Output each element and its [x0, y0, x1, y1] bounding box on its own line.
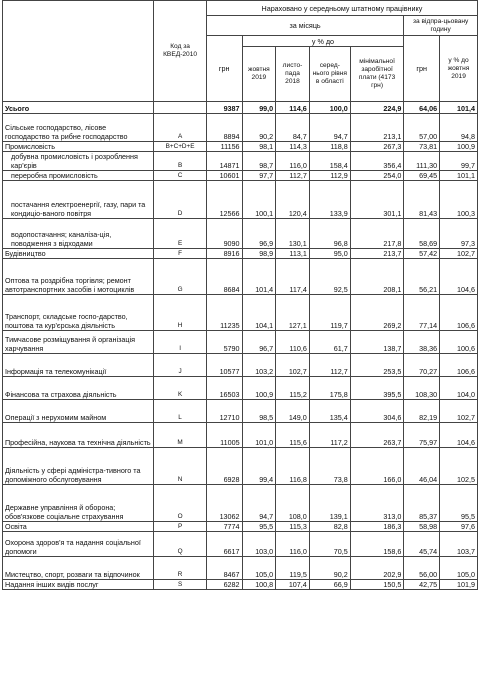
- row-value: 8894: [206, 114, 242, 142]
- table-row: [3, 152, 478, 171]
- row-value: 111,30: [404, 152, 440, 171]
- row-code: N: [154, 448, 207, 485]
- row-value: 103,7: [440, 532, 478, 557]
- row-value: 115,3: [276, 522, 310, 532]
- row-value: 104,0: [440, 377, 478, 400]
- row-value: 116,0: [276, 532, 310, 557]
- table-row: [3, 522, 478, 532]
- row-value: 13062: [206, 485, 242, 522]
- row-value: 70,27: [404, 354, 440, 377]
- row-value: 112,7: [309, 354, 350, 377]
- row-label: Діяльність у сфері адміністра-тивного та допоміжного обслуговування: [3, 448, 154, 485]
- row-value: 61,7: [309, 331, 350, 354]
- table-row: [3, 295, 478, 331]
- row-label: Державне управління й оборона; обов'язкове соціальне страхування: [3, 485, 154, 522]
- row-code: M: [154, 423, 207, 448]
- row-value: 100,0: [309, 102, 350, 114]
- row-value: 82,19: [404, 400, 440, 423]
- row-value: 96,8: [309, 219, 350, 249]
- row-value: 95,5: [440, 485, 478, 522]
- row-value: 104,6: [440, 259, 478, 295]
- header-per-hour: за відпра-цьовану годину: [404, 16, 478, 36]
- header-oct2019: жовтня 2019: [242, 47, 276, 102]
- row-value: 104,1: [242, 295, 276, 331]
- row-value: 75,97: [404, 423, 440, 448]
- row-value: 5790: [206, 331, 242, 354]
- row-label: Професійна, наукова та технічна діяльність: [3, 423, 154, 448]
- row-value: 135,4: [309, 400, 350, 423]
- header-uah-hour: грн: [404, 36, 440, 102]
- header-name-blank: [3, 1, 154, 102]
- row-value: 106,6: [440, 295, 478, 331]
- row-label: Оптова та роздрібна торгівля; ремонт автотранспортних засобів і мотоциклів: [3, 259, 154, 295]
- row-value: 94,7: [309, 114, 350, 142]
- table-row: [3, 354, 478, 377]
- row-value: 99,4: [242, 448, 276, 485]
- row-value: 102,7: [440, 400, 478, 423]
- row-value: 12566: [206, 181, 242, 219]
- row-value: 108,0: [276, 485, 310, 522]
- row-value: 395,5: [350, 377, 404, 400]
- row-code: C: [154, 171, 207, 181]
- row-value: 102,7: [276, 354, 310, 377]
- row-label: Транспорт, складське госпо-дарство, поштова та кур'єрська діяльність: [3, 295, 154, 331]
- row-value: 73,8: [309, 448, 350, 485]
- row-value: 16503: [206, 377, 242, 400]
- row-value: 127,1: [276, 295, 310, 331]
- row-label: постачання електроенергії, газу, пари та кондиціо-ваного повітря: [3, 181, 154, 219]
- row-value: 118,8: [309, 142, 350, 152]
- row-value: 115,2: [276, 377, 310, 400]
- row-value: 9387: [206, 102, 242, 114]
- table-row: [3, 448, 478, 485]
- row-value: 213,7: [350, 249, 404, 259]
- row-value: 94,7: [242, 485, 276, 522]
- table-row: [3, 219, 478, 249]
- row-value: 119,5: [276, 557, 310, 580]
- row-value: 98,5: [242, 400, 276, 423]
- row-value: 100,9: [242, 377, 276, 400]
- row-value: 253,5: [350, 354, 404, 377]
- row-value: 38,36: [404, 331, 440, 354]
- row-value: 263,7: [350, 423, 404, 448]
- row-code: [154, 102, 207, 114]
- wage-table: [2, 0, 478, 590]
- row-value: 175,8: [309, 377, 350, 400]
- table-row: [3, 377, 478, 400]
- row-value: 11156: [206, 142, 242, 152]
- row-value: 57,00: [404, 114, 440, 142]
- row-value: 8467: [206, 557, 242, 580]
- row-value: 103,2: [242, 354, 276, 377]
- row-value: 138,7: [350, 331, 404, 354]
- row-value: 99,7: [440, 152, 478, 171]
- row-value: 45,74: [404, 532, 440, 557]
- row-code: R: [154, 557, 207, 580]
- row-value: 116,0: [276, 152, 310, 171]
- row-value: 100,6: [440, 331, 478, 354]
- row-value: 149,0: [276, 400, 310, 423]
- row-value: 267,3: [350, 142, 404, 152]
- row-value: 105,0: [440, 557, 478, 580]
- row-value: 166,0: [350, 448, 404, 485]
- row-value: 158,4: [309, 152, 350, 171]
- row-value: 114,3: [276, 142, 310, 152]
- row-value: 64,06: [404, 102, 440, 114]
- table-row: [3, 423, 478, 448]
- row-code: Q: [154, 532, 207, 557]
- header-pct-oct2019: у % до жовтня 2019: [440, 36, 478, 102]
- row-label: Сільське господарство, лісове господарство та рибне господарство: [3, 114, 154, 142]
- row-value: 115,6: [276, 423, 310, 448]
- row-value: 254,0: [350, 171, 404, 181]
- table-row: [3, 114, 478, 142]
- row-value: 98,7: [242, 152, 276, 171]
- row-value: 98,9: [242, 249, 276, 259]
- row-value: 139,1: [309, 485, 350, 522]
- row-value: 90,2: [309, 557, 350, 580]
- row-value: 304,6: [350, 400, 404, 423]
- row-value: 9090: [206, 219, 242, 249]
- row-code: K: [154, 377, 207, 400]
- row-label: Охорона здоров'я та надання соціальної допомоги: [3, 532, 154, 557]
- row-value: 101,1: [440, 171, 478, 181]
- row-value: 117,4: [276, 259, 310, 295]
- row-label: Мистецтво, спорт, розваги та відпочинок: [3, 557, 154, 580]
- row-label: Освіта: [3, 522, 154, 532]
- row-code: G: [154, 259, 207, 295]
- row-value: 14871: [206, 152, 242, 171]
- row-value: 84,7: [276, 114, 310, 142]
- row-code: P: [154, 522, 207, 532]
- header-accrued: Нараховано у середньому штатному працівнику: [206, 1, 477, 16]
- row-value: 85,37: [404, 485, 440, 522]
- row-label: Фінансова та страхова діяльність: [3, 377, 154, 400]
- table-row: [3, 580, 478, 590]
- row-value: 11005: [206, 423, 242, 448]
- table-row: [3, 102, 478, 114]
- row-value: 102,5: [440, 448, 478, 485]
- row-value: 12710: [206, 400, 242, 423]
- row-code: I: [154, 331, 207, 354]
- row-value: 107,4: [276, 580, 310, 590]
- row-value: 97,7: [242, 171, 276, 181]
- row-code: L: [154, 400, 207, 423]
- row-value: 100,3: [440, 181, 478, 219]
- row-value: 94,8: [440, 114, 478, 142]
- table-row: [3, 171, 478, 181]
- row-value: 10601: [206, 171, 242, 181]
- row-value: 69,45: [404, 171, 440, 181]
- table-row: [3, 485, 478, 522]
- row-value: 66,9: [309, 580, 350, 590]
- header-avg-region: серед-нього рівня в області: [309, 47, 350, 102]
- row-value: 6282: [206, 580, 242, 590]
- row-value: 100,1: [242, 181, 276, 219]
- row-value: 96,9: [242, 219, 276, 249]
- row-value: 46,04: [404, 448, 440, 485]
- row-value: 101,0: [242, 423, 276, 448]
- header-min-wage: мінімальної заробітної плати (4173 грн): [350, 47, 404, 102]
- row-value: 58,98: [404, 522, 440, 532]
- row-value: 150,5: [350, 580, 404, 590]
- row-value: 95,5: [242, 522, 276, 532]
- table-row: [3, 557, 478, 580]
- row-value: 100,9: [440, 142, 478, 152]
- row-code: S: [154, 580, 207, 590]
- row-value: 97,3: [440, 219, 478, 249]
- row-value: 92,5: [309, 259, 350, 295]
- header-code: Код за КВЕД-2010: [154, 1, 207, 102]
- row-value: 99,0: [242, 102, 276, 114]
- row-value: 112,7: [276, 171, 310, 181]
- row-value: 95,0: [309, 249, 350, 259]
- row-label: Промисловість: [3, 142, 154, 152]
- row-value: 104,6: [440, 423, 478, 448]
- row-value: 6928: [206, 448, 242, 485]
- row-value: 105,0: [242, 557, 276, 580]
- row-value: 213,1: [350, 114, 404, 142]
- row-value: 356,4: [350, 152, 404, 171]
- row-label: Інформація та телекомунікації: [3, 354, 154, 377]
- row-label: Будівництво: [3, 249, 154, 259]
- row-value: 116,8: [276, 448, 310, 485]
- row-value: 269,2: [350, 295, 404, 331]
- row-value: 106,6: [440, 354, 478, 377]
- header-percent-to: у % до: [242, 36, 404, 47]
- row-value: 57,42: [404, 249, 440, 259]
- row-value: 101,4: [440, 102, 478, 114]
- row-code: B: [154, 152, 207, 171]
- row-value: 82,8: [309, 522, 350, 532]
- row-label: добувна промисловість і розроблення кар'єрів: [3, 152, 154, 171]
- row-value: 90,2: [242, 114, 276, 142]
- row-code: A: [154, 114, 207, 142]
- row-value: 186,3: [350, 522, 404, 532]
- row-label: Операції з нерухомим майном: [3, 400, 154, 423]
- row-value: 117,2: [309, 423, 350, 448]
- row-value: 101,4: [242, 259, 276, 295]
- table-row: [3, 259, 478, 295]
- row-value: 11235: [206, 295, 242, 331]
- row-value: 77,14: [404, 295, 440, 331]
- table-row: [3, 249, 478, 259]
- row-value: 8916: [206, 249, 242, 259]
- row-code: H: [154, 295, 207, 331]
- row-label: Тимчасове розміщування й організація харчування: [3, 331, 154, 354]
- row-label: водопостачання; каналіза-ція, поводження з відходами: [3, 219, 154, 249]
- row-value: 112,9: [309, 171, 350, 181]
- row-value: 73,81: [404, 142, 440, 152]
- header-uah: грн: [206, 36, 242, 102]
- row-value: 301,1: [350, 181, 404, 219]
- table-row: [3, 181, 478, 219]
- row-value: 7774: [206, 522, 242, 532]
- row-value: 133,9: [309, 181, 350, 219]
- row-value: 110,6: [276, 331, 310, 354]
- row-value: 313,0: [350, 485, 404, 522]
- row-value: 96,7: [242, 331, 276, 354]
- row-value: 224,9: [350, 102, 404, 114]
- row-code: O: [154, 485, 207, 522]
- row-value: 70,5: [309, 532, 350, 557]
- row-code: E: [154, 219, 207, 249]
- table-row: [3, 400, 478, 423]
- row-value: 98,1: [242, 142, 276, 152]
- row-value: 8684: [206, 259, 242, 295]
- row-value: 158,6: [350, 532, 404, 557]
- row-value: 120,4: [276, 181, 310, 219]
- row-value: 119,7: [309, 295, 350, 331]
- row-value: 6617: [206, 532, 242, 557]
- table-row: [3, 331, 478, 354]
- row-value: 202,9: [350, 557, 404, 580]
- row-code: B+C+D+E: [154, 142, 207, 152]
- header-per-month: за місяць: [206, 16, 404, 36]
- row-value: 101,9: [440, 580, 478, 590]
- row-value: 208,1: [350, 259, 404, 295]
- table-row: [3, 142, 478, 152]
- row-value: 217,8: [350, 219, 404, 249]
- row-value: 113,1: [276, 249, 310, 259]
- row-value: 97,6: [440, 522, 478, 532]
- row-value: 108,30: [404, 377, 440, 400]
- row-value: 114,6: [276, 102, 310, 114]
- row-value: 10577: [206, 354, 242, 377]
- row-value: 42,75: [404, 580, 440, 590]
- table-row: [3, 532, 478, 557]
- row-value: 100,8: [242, 580, 276, 590]
- row-value: 102,7: [440, 249, 478, 259]
- row-label: Надання інших видів послуг: [3, 580, 154, 590]
- row-value: 56,00: [404, 557, 440, 580]
- header-nov2018: листо-пада 2018: [276, 47, 310, 102]
- row-value: 81,43: [404, 181, 440, 219]
- row-value: 58,69: [404, 219, 440, 249]
- row-value: 103,0: [242, 532, 276, 557]
- row-value: 130,1: [276, 219, 310, 249]
- row-code: D: [154, 181, 207, 219]
- row-label: переробна промисловість: [3, 171, 154, 181]
- row-label: Усього: [3, 102, 154, 114]
- row-code: F: [154, 249, 207, 259]
- row-value: 56,21: [404, 259, 440, 295]
- row-code: J: [154, 354, 207, 377]
